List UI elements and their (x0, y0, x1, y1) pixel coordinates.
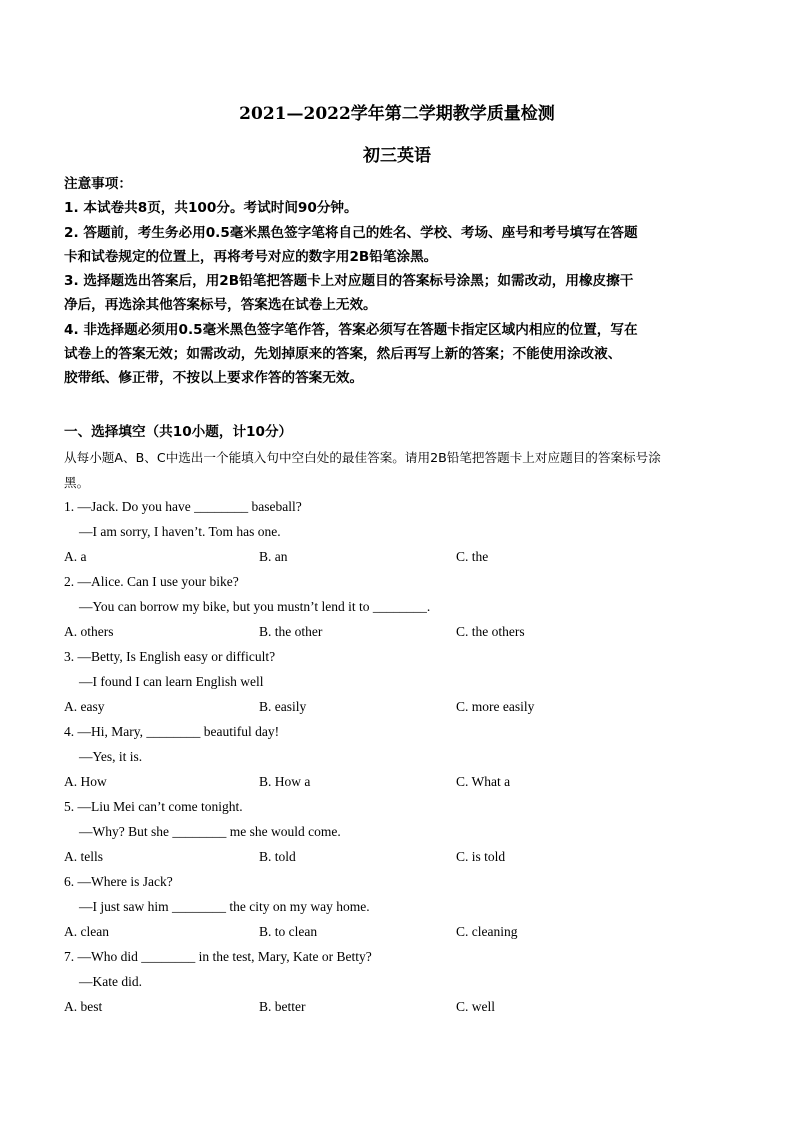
option-a: A. best (64, 999, 103, 1014)
question-reply: —Kate did. (79, 974, 142, 989)
option-c: C. more easily (456, 699, 535, 714)
option-a: A. easy (64, 699, 105, 714)
question-stem: 1. —Jack. Do you have ________ baseball? (64, 499, 302, 514)
option-b: B. told (259, 849, 296, 864)
option-c: C. the others (456, 624, 525, 639)
notes-line: 3. 选择题选出答案后，用2B铅笔把答题卡上对应题目的答案标号涂黑；如需改动，用橡皮擦干 (64, 273, 634, 290)
question-options (64, 769, 736, 794)
notes-line: 净后，再选涂其他答案标号，答案选在试卷上无效。 (64, 297, 377, 314)
question-stem: 4. —Hi, Mary, ________ beautiful day! (64, 724, 280, 739)
option-c: C. well (456, 999, 495, 1014)
question-options (64, 619, 736, 644)
option-b: B. an (259, 549, 288, 564)
instruction-line: 从每小题A、B、C中选出一个能填入句中空白处的最佳答案。请用2B铅笔把答题卡上对应题目的答案标号涂 (64, 450, 661, 465)
exam-title: 2021—2022学年第二学期教学质量检测 (239, 104, 555, 124)
question-list (64, 494, 736, 1019)
option-c: C. the (456, 549, 489, 564)
option-b: B. better (259, 999, 306, 1014)
section-instruction (64, 445, 736, 495)
notes-heading: 注意事项： (64, 176, 132, 192)
instruction-line: 黑。 (64, 475, 90, 490)
question-options (64, 694, 736, 719)
question-options (64, 919, 736, 944)
section-title: 一、选择填空（共10小题，计10分） (64, 424, 293, 440)
option-a: A. tells (64, 849, 103, 864)
question-reply: —I found I can learn English well (79, 674, 264, 689)
option-b: B. the other (259, 624, 323, 639)
notes-line: 胶带纸、修正带，不按以上要求作答的答案无效。 (64, 370, 364, 387)
notes-line: 卡和试卷规定的位置上，再将考号对应的数字用2B铅笔涂黑。 (64, 248, 438, 265)
option-a: A. How (64, 774, 107, 789)
notes-line: 试卷上的答案无效；如需改动，先划掉原来的答案，然后再写上新的答案；不能使用涂改液、 (64, 346, 622, 363)
option-a: A. others (64, 624, 114, 639)
notes-line: 4. 非选择题必须用0.5毫米黑色签字笔作答，答案必须写在答题卡指定区域内相应的位置，写在 (64, 321, 638, 338)
question-stem: 7. —Who did ________ in the test, Mary, Kate or Betty? (64, 949, 372, 964)
question-options (64, 544, 736, 569)
question-options (64, 994, 736, 1019)
option-b: B. easily (259, 699, 307, 714)
question-stem: 2. —Alice. Can I use your bike? (64, 574, 239, 589)
option-a: A. a (64, 549, 87, 564)
option-c: C. cleaning (456, 924, 518, 939)
question-stem: 3. —Betty, Is English easy or difficult? (64, 649, 276, 664)
question-reply: —Yes, it is. (79, 749, 143, 764)
question-options (64, 844, 736, 869)
exam-subject: 初三英语 (363, 146, 431, 166)
notes-block (64, 172, 736, 391)
question-reply: —I am sorry, I haven’t. Tom has one. (79, 524, 281, 539)
option-c: C. is told (456, 849, 506, 864)
option-a: A. clean (64, 924, 109, 939)
question-stem: 5. —Liu Mei can’t come tonight. (64, 799, 243, 814)
notes-line: 1. 本试卷共8页，共100分。考试时间90分钟。 (64, 200, 358, 217)
option-b: B. How a (259, 774, 311, 789)
question-reply: —You can borrow my bike, but you mustn’t lend it to ________. (79, 599, 431, 614)
option-b: B. to clean (259, 924, 318, 939)
question-reply: —I just saw him ________ the city on my way home. (79, 899, 370, 914)
question-stem: 6. —Where is Jack? (64, 874, 173, 889)
notes-line: 2. 答题前，考生务必用0.5毫米黑色签字笔将自己的姓名、学校、考场、座号和考号填写在答题 (64, 224, 638, 241)
question-reply: —Why? But she ________ me she would come. (79, 824, 341, 839)
option-c: C. What a (456, 774, 511, 789)
